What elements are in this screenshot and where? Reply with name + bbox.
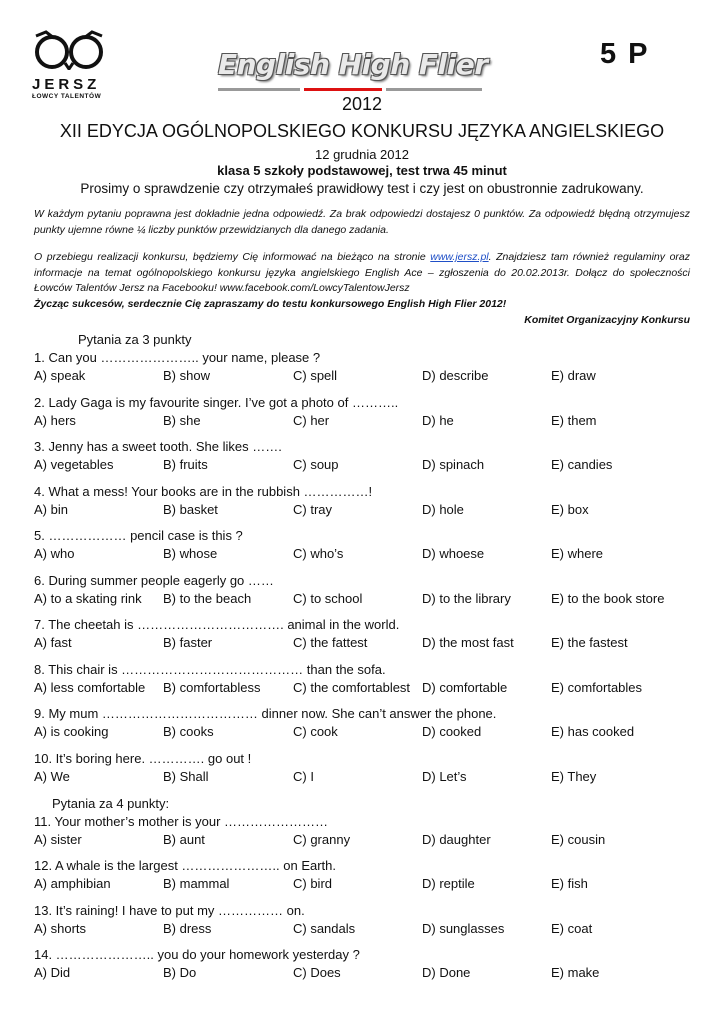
answer-row (34, 502, 714, 520)
answer-option[interactable]: C) the fattest (293, 635, 368, 650)
answer-option[interactable]: A) hers (34, 413, 76, 428)
contest-date: 12 grudnia 2012 (315, 147, 409, 162)
contest-info-text-1: O przebiegu realizacji konkursu, będziemy Cię informować na bieżąco na stronie (34, 251, 431, 263)
answer-row (34, 635, 714, 653)
answer-option[interactable]: D) sunglasses (422, 921, 505, 936)
answer-option[interactable]: E) candies (551, 457, 613, 472)
answer-option[interactable]: E) where (551, 546, 604, 561)
answer-option[interactable]: B) Shall (163, 769, 209, 784)
answer-option[interactable]: D) daughter (422, 832, 491, 847)
answer-option[interactable]: E) draw (551, 368, 596, 383)
answer-option[interactable]: C) tray (293, 502, 332, 517)
answer-option[interactable]: E) They (551, 769, 597, 784)
answer-option[interactable]: B) faster (163, 635, 213, 650)
answer-option[interactable]: A) who (34, 546, 75, 561)
logo-name: JERSZ (32, 76, 101, 93)
answer-option[interactable]: C) who’s (293, 546, 344, 561)
answer-option[interactable]: A) sister (34, 832, 82, 847)
committee-signature: Komitet Organizacyjny Konkursu (524, 314, 690, 326)
answer-option[interactable]: B) cooks (163, 724, 214, 739)
question-text: 6. During summer people eagerly go …… (34, 573, 274, 588)
answer-row (34, 368, 714, 386)
contest-banner (218, 50, 496, 96)
section-label-4-points: Pytania za 4 punkty: (52, 796, 170, 811)
answer-option[interactable]: C) cook (293, 724, 338, 739)
answer-option[interactable]: D) describe (422, 368, 489, 383)
answer-option[interactable]: C) sandals (293, 921, 356, 936)
answer-option[interactable]: A) speak (34, 368, 86, 383)
website-link[interactable]: www.jersz.pl (430, 251, 489, 263)
owl-eyes-icon (32, 30, 106, 70)
question-text: 3. Jenny has a sweet tooth. She likes ……. (34, 439, 282, 454)
answer-option[interactable]: D) cooked (422, 724, 482, 739)
answer-option[interactable]: C) granny (293, 832, 351, 847)
answer-row (34, 546, 714, 564)
answer-option[interactable]: C) Does (293, 965, 341, 980)
answer-option[interactable]: D) reptile (422, 876, 475, 891)
answer-option[interactable]: E) coat (551, 921, 593, 936)
answer-option[interactable]: A) bin (34, 502, 68, 517)
contest-info (34, 250, 690, 297)
answer-option[interactable]: E) make (551, 965, 600, 980)
answer-option[interactable]: C) to school (293, 591, 363, 606)
scoring-rules: W każdym pytaniu poprawna jest dokładnie jedna odpowiedź. Za brak odpowiedzi dostajesz 0 punktów. Za odpowiedź błędną otrzymujesz punkty ujemne równe ¼ liczby punktów przewidzianych dla danego zadania. (34, 208, 690, 236)
answer-option[interactable]: D) Done (422, 965, 471, 980)
answer-option[interactable]: B) mammal (163, 876, 230, 891)
answer-option[interactable]: C) bird (293, 876, 333, 891)
test-code: 5 P (600, 38, 650, 70)
answer-row (34, 876, 714, 894)
question-text: 11. Your mother’s mother is your …………………… (34, 814, 329, 829)
question-text: 7. The cheetah is ……………………………. animal in the world. (34, 617, 400, 632)
question-text: 5. ……………… pencil case is this ? (34, 528, 243, 543)
answer-option[interactable]: B) dress (163, 921, 212, 936)
answer-row (34, 769, 714, 787)
answer-option[interactable]: B) she (163, 413, 201, 428)
answer-option[interactable]: A) We (34, 769, 70, 784)
answer-option[interactable]: B) to the beach (163, 591, 252, 606)
answer-option[interactable]: B) Do (163, 965, 197, 980)
answer-option[interactable]: A) amphibian (34, 876, 111, 891)
answer-row (34, 724, 714, 742)
answer-option[interactable]: D) he (422, 413, 454, 428)
check-instruction: Prosimy o sprawdzenie czy otrzymałeś prawidłowy test i czy jest on obustronnie zadrukowany. (80, 181, 644, 196)
answer-row (34, 965, 714, 983)
answer-option[interactable]: D) spinach (422, 457, 485, 472)
answer-option[interactable]: B) aunt (163, 832, 205, 847)
question-text: 8. This chair is …………………………………… than the sofa. (34, 662, 386, 677)
question-text: 2. Lady Gaga is my favourite singer. I’ve got a photo of ……….. (34, 395, 399, 410)
answer-option[interactable]: C) the comfortablest (293, 680, 411, 695)
edition-title: XII EDYCJA OGÓLNOPOLSKIEGO KONKURSU JĘZYKA ANGIELSKIEGO (59, 121, 665, 141)
answer-option[interactable]: C) I (293, 769, 314, 784)
answer-option[interactable]: C) spell (293, 368, 338, 383)
answer-option[interactable]: D) to the library (422, 591, 511, 606)
answer-row (34, 413, 714, 431)
answer-option[interactable]: A) to a skating rink (34, 591, 142, 606)
contest-info-text-2: . Znajdziesz tam również regulaminy oraz informacje na temat ogólnopolskiego konkursu języka angielskiego English Ace – zgłoszenia do 20.02.2013r. Dołącz do społeczności Łowców Talentów Jersz na Facebooku! www.facebook.com/LowcyTalentowJersz (34, 251, 690, 294)
answer-option[interactable]: D) Let’s (422, 769, 467, 784)
answer-option[interactable]: B) basket (163, 502, 218, 517)
class-info: klasa 5 szkoły podstawowej, test trwa 45 minut (217, 163, 507, 178)
year: 2012 (341, 94, 383, 114)
answer-option[interactable]: A) fast (34, 635, 72, 650)
answer-row (34, 680, 714, 698)
answer-option[interactable]: A) is cooking (34, 724, 109, 739)
answer-option[interactable]: A) vegetables (34, 457, 114, 472)
answer-row (34, 591, 714, 609)
answer-option[interactable]: E) comfortables (551, 680, 643, 695)
jersz-logo (32, 30, 110, 101)
answer-option[interactable]: E) to the book store (551, 591, 665, 606)
answer-option[interactable]: E) box (551, 502, 589, 517)
answer-option[interactable]: D) hole (422, 502, 464, 517)
answer-option[interactable]: D) whoese (422, 546, 485, 561)
answer-row (34, 457, 714, 475)
answer-option[interactable]: B) fruits (163, 457, 208, 472)
answer-option[interactable]: A) shorts (34, 921, 87, 936)
answer-option[interactable]: C) soup (293, 457, 339, 472)
answer-row (34, 832, 714, 850)
question-text: 10. It’s boring here. …………. go out ! (34, 751, 252, 766)
answer-row (34, 921, 714, 939)
wishes-line: Życząc sukcesów, serdecznie Cię zapraszamy do testu konkursowego English High Flier 2012! (34, 298, 507, 310)
question-text: 9. My mum ……………………………… dinner now. She can’t answer the phone. (34, 706, 497, 721)
question-text: 14. ………………….. you do your homework yesterday ? (34, 947, 360, 962)
answer-option[interactable]: A) Did (34, 965, 71, 980)
banner-stripe-right (386, 88, 482, 91)
banner-title: English High Flier (218, 48, 488, 81)
answer-option[interactable]: E) the fastest (551, 635, 628, 650)
answer-option[interactable]: C) her (293, 413, 330, 428)
section-label-3-points: Pytania za 3 punkty (78, 332, 192, 347)
answer-option[interactable]: B) comfortabless (163, 680, 261, 695)
question-text: 4. What a mess! Your books are in the rubbish ……………! (34, 484, 373, 499)
answer-option[interactable]: E) them (551, 413, 597, 428)
banner-stripe-left (218, 88, 300, 91)
answer-option[interactable]: E) has cooked (551, 724, 635, 739)
answer-option[interactable]: A) less comfortable (34, 680, 146, 695)
banner-stripe-red (304, 88, 382, 91)
question-text: 13. It’s raining! I have to put my …………… on. (34, 903, 305, 918)
logo-subtitle: ŁOWCY TALENTÓW (32, 93, 102, 100)
answer-option[interactable]: D) the most fast (422, 635, 514, 650)
answer-option[interactable]: E) cousin (551, 832, 606, 847)
question-text: 12. A whale is the largest ………………….. on Earth. (34, 858, 337, 873)
answer-option[interactable]: D) comfortable (422, 680, 508, 695)
question-text: 1. Can you ………………….. your name, please ? (34, 350, 321, 365)
answer-option[interactable]: E) fish (551, 876, 588, 891)
answer-option[interactable]: B) show (163, 368, 210, 383)
answer-option[interactable]: B) whose (163, 546, 218, 561)
